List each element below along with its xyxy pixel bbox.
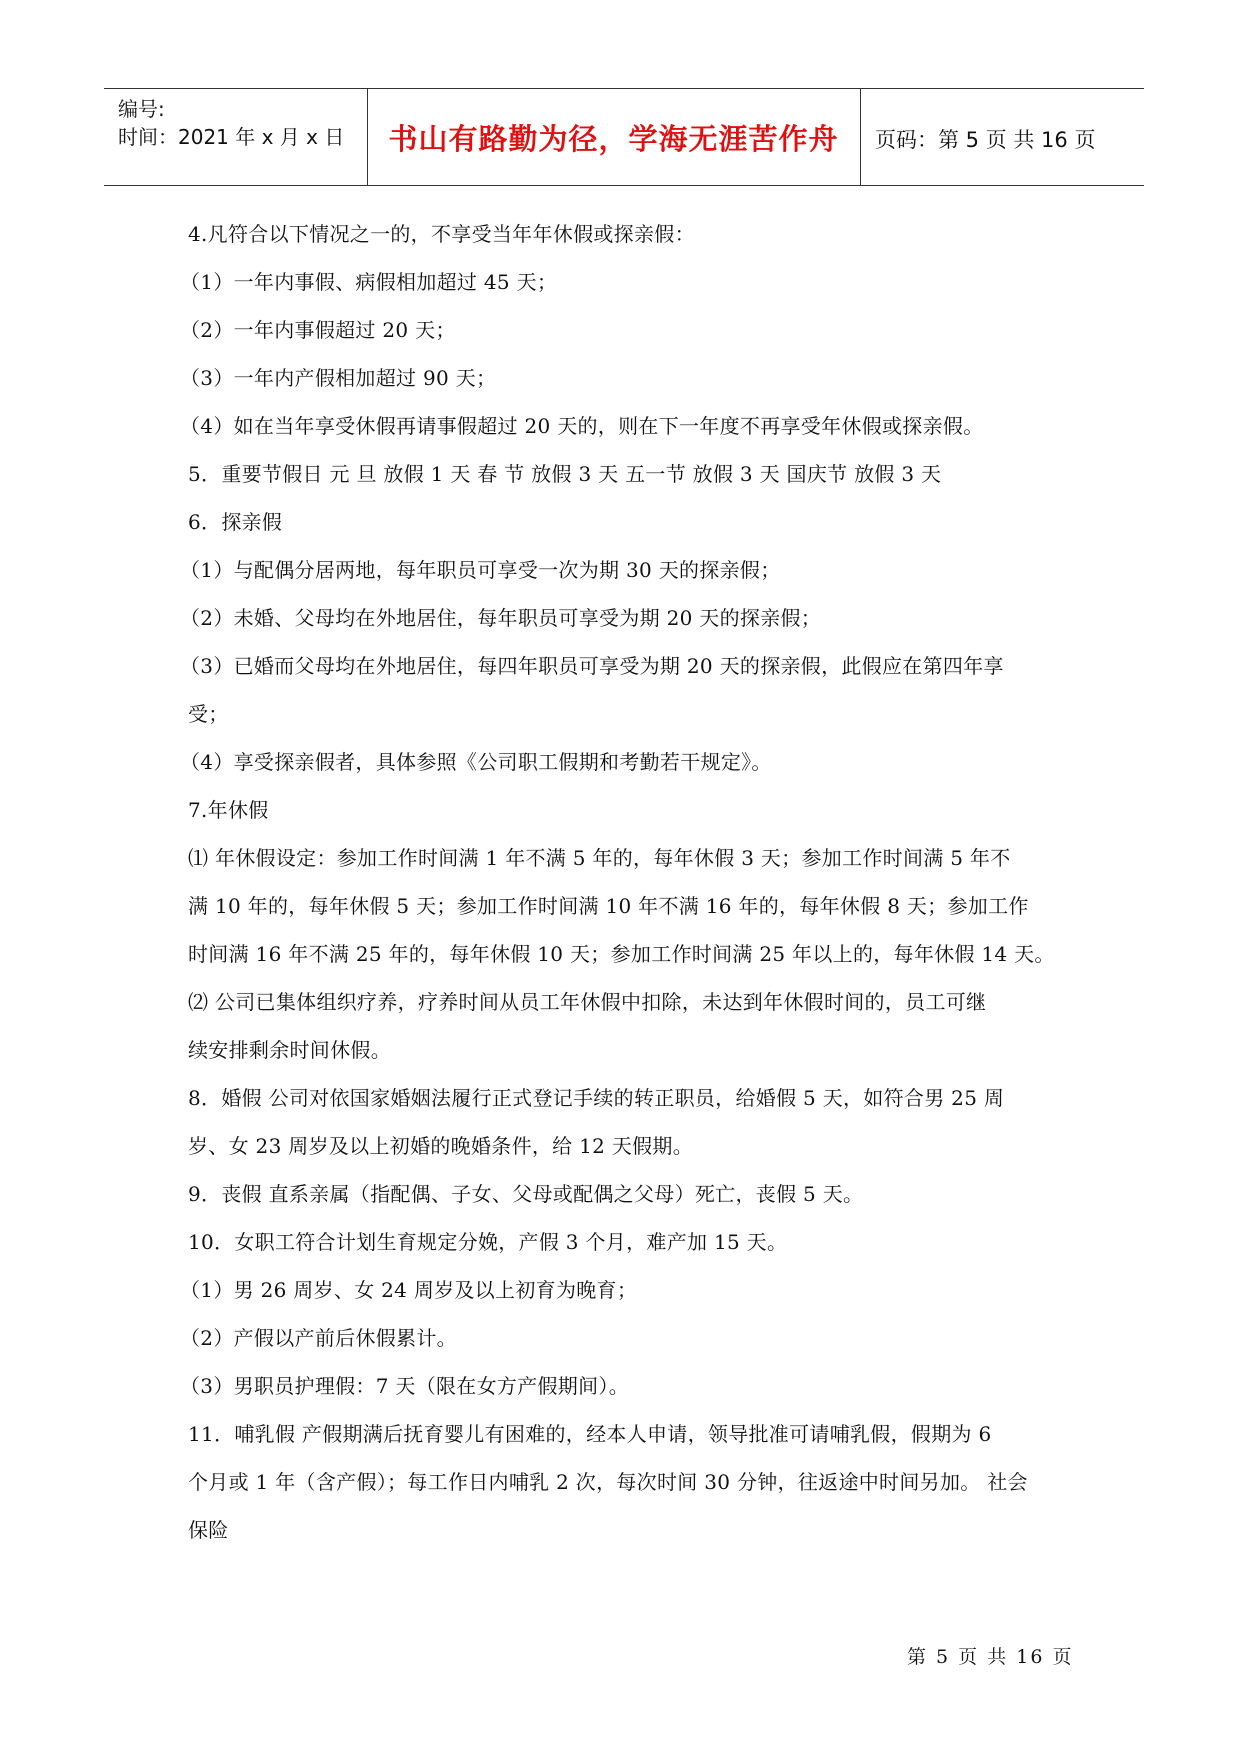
body-line: 5．重要节假日 元 旦 放假 1 天 春 节 放假 3 天 五一节 放假 3 天 国庆节 放假 3 天 — [188, 462, 942, 486]
header-page-number: 页码：第 5 页 共 16 页 — [875, 128, 1096, 152]
body-line: 9．丧假 直系亲属（指配偶、子女、父母或配偶之父母）死亡，丧假 5 天。 — [188, 1182, 864, 1206]
body-line: （4）享受探亲假者，具体参照《公司职工假期和考勤若干规定》。 — [180, 750, 772, 774]
body-line: 保险 — [188, 1518, 229, 1542]
body-line: （2）产假以产前后休假累计。 — [180, 1326, 457, 1350]
body-line: （1）一年内事假、病假相加超过 45 天； — [180, 270, 558, 294]
body-line: 4.凡符合以下情况之一的，不享受当年年休假或探亲假： — [188, 222, 695, 246]
document-time-label: 时间：2021 年 x 月 x 日 — [118, 125, 345, 149]
body-line: ⑵ 公司已集体组织疗养，疗养时间从员工年休假中扣除，未达到年休假时间的，员工可继 — [188, 990, 987, 1014]
header-page-cell — [861, 89, 1144, 185]
body-line: 满 10 年的，每年休假 5 天；参加工作时间满 10 年不满 16 年的，每年休假 8 天；参加工作 — [188, 894, 1029, 918]
body-line: （3）一年内产假相加超过 90 天； — [180, 366, 497, 390]
page-header — [104, 88, 1144, 186]
body-line: 10．女职工符合计划生育规定分娩，产假 3 个月，难产加 15 天。 — [188, 1230, 788, 1254]
body-line: 时间满 16 年不满 25 年的，每年休假 10 天；参加工作时间满 25 年以上的，每年休假 14 天。 — [188, 942, 1055, 966]
document-number-label: 编号: — [118, 97, 165, 121]
body-line: 6．探亲假 — [188, 510, 283, 534]
page-footer-number: 第 5 页 共 16 页 — [907, 1646, 1074, 1668]
body-line: （2）未婚、父母均在外地居住，每年职员可享受为期 20 天的探亲假； — [180, 606, 822, 630]
body-line: 续安排剩余时间休假。 — [188, 1038, 391, 1062]
body-line: 7.年休假 — [188, 798, 269, 822]
body-line: 个月或 1 年（含产假）；每工作日内哺乳 2 次，每次时间 30 分钟，往返途中时间另加。 社会 — [188, 1470, 1028, 1494]
body-line: （1）与配偶分居两地，每年职员可享受一次为期 30 天的探亲假； — [180, 558, 781, 582]
body-line: 岁、女 23 周岁及以上初婚的晚婚条件，给 12 天假期。 — [188, 1134, 694, 1158]
body-line: （3）男职员护理假：7 天（限在女方产假期间）。 — [180, 1374, 630, 1398]
body-line: （4）如在当年享受休假再请事假超过 20 天的，则在下一年度不再享受年休假或探亲假。 — [180, 414, 984, 438]
body-line: （1）男 26 周岁、女 24 周岁及以上初育为晚育； — [180, 1278, 638, 1302]
body-line: 受； — [188, 702, 229, 726]
body-line: 11．哺乳假 产假期满后抚育婴儿有困难的，经本人申请，领导批准可请哺乳假，假期为 6 — [188, 1422, 992, 1446]
body-line: （2）一年内事假超过 20 天； — [180, 318, 456, 342]
header-motto: 书山有路勤为径，学海无涯苦作舟 — [388, 122, 839, 156]
body-line: ⑴ 年休假设定：参加工作时间满 1 年不满 5 年的，每年休假 3 天；参加工作时间满 5 年不 — [188, 846, 1011, 870]
body-line: 8．婚假 公司对依国家婚姻法履行正式登记手续的转正职员，给婚假 5 天，如符合男 25 周 — [188, 1086, 1005, 1110]
header-motto-cell — [367, 89, 861, 185]
header-info-cell — [104, 89, 368, 185]
body-line: （3）已婚而父母均在外地居住，每四年职员可享受为期 20 天的探亲假，此假应在第四年享 — [180, 654, 1004, 678]
